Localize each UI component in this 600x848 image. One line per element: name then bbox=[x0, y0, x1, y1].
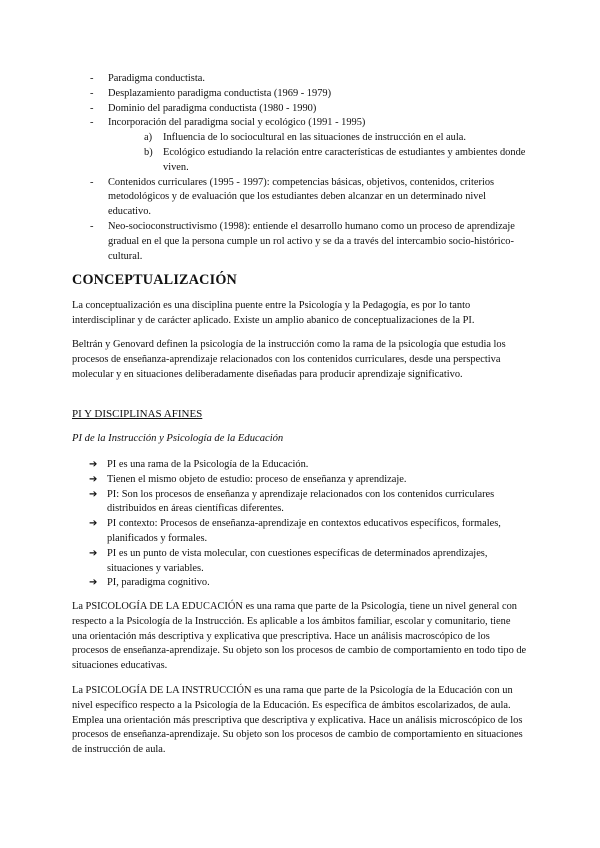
list-item-text: Neo-socioconstructivismo (1998): entiende el desarrollo humano como un proceso de aprendizaje gradual en el que la persona cumple un rol activo y se da a través del intercambio socio-histórico-cultural. bbox=[108, 220, 515, 262]
arrow-list-item-text: PI: Son los procesos de enseñanza y aprendizaje relacionados con los contenidos curriculares distribuidos en áreas científicas diferentes. bbox=[107, 488, 495, 515]
arrow-list-item-text: Tienen el mismo objeto de estudio: proceso de enseñanza y aprendizaje. bbox=[107, 473, 407, 485]
list-item bbox=[90, 116, 530, 175]
arrow-icon: ➔ bbox=[89, 488, 98, 500]
arrow-list-item bbox=[90, 488, 530, 518]
arrow-list bbox=[90, 458, 530, 591]
sub-list-item-text: Ecológico estudiando la relación entre características de estudiantes y ambientes donde viven. bbox=[163, 146, 526, 173]
arrow-icon: ➔ bbox=[89, 547, 98, 559]
arrow-list-item bbox=[90, 547, 530, 577]
arrow-icon: ➔ bbox=[89, 473, 98, 485]
timeline-list bbox=[90, 72, 530, 264]
list-item-text: Dominio del paradigma conductista (1980 - 1990) bbox=[108, 102, 317, 114]
arrow-list-item bbox=[90, 576, 530, 591]
dash-bullet: - bbox=[90, 73, 94, 84]
paragraph-beltran-genovard: Beltrán y Genovard definen la psicología de la instrucción como la rama de la psicología que estudia los procesos de enseñanza-aprendizaje relacionados con los contenidos curriculares, desde una perspectiva molecular y en situaciones deliberadamente diseñadas para producir aprendizaje significativo. bbox=[72, 339, 506, 380]
list-item-text: Desplazamiento paradigma conductista (1969 - 1979) bbox=[108, 87, 332, 99]
paragraph-psicologia-educacion: La PSICOLOGÍA DE LA EDUCACIÓN es una rama que parte de la Psicología, tiene un nivel general con respecto a la Psicología de la Instrucción. Es aplicable a los ámbitos familiar, escolar y comunitario, tiene una orientación más descriptiva y explicativa que prescriptiva. Hace un análisis macroscópico de los procesos de enseñanza-aprendizaje. Su objeto son los procesos de cambio de comportamiento en todo tipo de situaciones educativas. bbox=[72, 601, 527, 672]
arrow-list-item bbox=[90, 458, 530, 473]
sub-list bbox=[108, 131, 530, 175]
dash-bullet: - bbox=[90, 102, 94, 114]
list-item bbox=[90, 87, 530, 102]
arrow-list-item-text: PI es un punto de vista molecular, con cuestiones específicas de determinados aprendizajes, situaciones y variables. bbox=[107, 547, 488, 574]
subsection-heading: PI Y DISCIPLINAS AFINES bbox=[72, 408, 203, 420]
list-item-text: Incorporación del paradigma social y ecológico (1991 - 1995) bbox=[108, 117, 366, 129]
arrow-list-item bbox=[90, 517, 530, 547]
list-item bbox=[90, 220, 530, 264]
dash-bullet: - bbox=[90, 220, 94, 232]
letter-marker: b) bbox=[144, 146, 153, 158]
arrow-list-item bbox=[90, 473, 530, 488]
arrow-icon: ➔ bbox=[89, 577, 98, 589]
paragraph-psicologia-instruccion: La PSICOLOGÍA DE LA INSTRUCCIÓN es una rama que parte de la Psicología de la Educación con un nivel específico respecto a la Psicología de la Educación. Es específica de ámbitos escolarizados, de aula. Emplea una orientación más prescriptiva que descriptiva y explicativa. Hace un análisis microscópico de los procesos de enseñanza-aprendizaje. Su objeto son los procesos de cambio de comportamiento en situaciones de instrucción de aula. bbox=[72, 685, 523, 756]
sub-list-item bbox=[108, 146, 530, 176]
list-item-text: Contenidos curriculares (1995 - 1997): competencias básicas, objetivos, contenidos, criterios metodológicos y de evaluación que los estudiantes deben alcanzar en un determinado nivel educativo. bbox=[108, 176, 495, 218]
list-item bbox=[90, 102, 530, 117]
section-heading: CONCEPTUALIZACIÓN bbox=[72, 272, 237, 288]
list-item bbox=[90, 176, 530, 220]
list-item bbox=[90, 72, 530, 87]
sub-list-item bbox=[108, 131, 530, 146]
sub-list-item-text: Influencia de lo sociocultural en las situaciones de instrucción en el aula. bbox=[163, 132, 466, 144]
dash-bullet: - bbox=[90, 87, 94, 99]
arrow-list-item-text: PI, paradigma cognitivo. bbox=[107, 577, 210, 589]
list-item-text: Paradigma conductista. bbox=[108, 73, 205, 84]
arrow-icon: ➔ bbox=[89, 459, 98, 470]
letter-marker: a) bbox=[144, 132, 153, 144]
arrow-list-item-text: PI es una rama de la Psicología de la Educación. bbox=[107, 459, 309, 470]
arrow-icon: ➔ bbox=[89, 518, 98, 530]
arrow-list-item-text: PI contexto: Procesos de enseñanza-aprendizaje en contextos educativos específicos, formales, planificados y formales. bbox=[107, 518, 501, 544]
italic-subheading: PI de la Instrucción y Psicología de la Educación bbox=[72, 433, 284, 444]
dash-bullet: - bbox=[90, 176, 94, 188]
paragraph-definition: La conceptualización es una disciplina puente entre la Psicología y la Pedagogía, es por lo tanto interdisciplinar y de carácter aplicado. Existe un amplio abanico de conceptualizaciones de la PI. bbox=[72, 300, 475, 326]
dash-bullet: - bbox=[90, 117, 94, 129]
